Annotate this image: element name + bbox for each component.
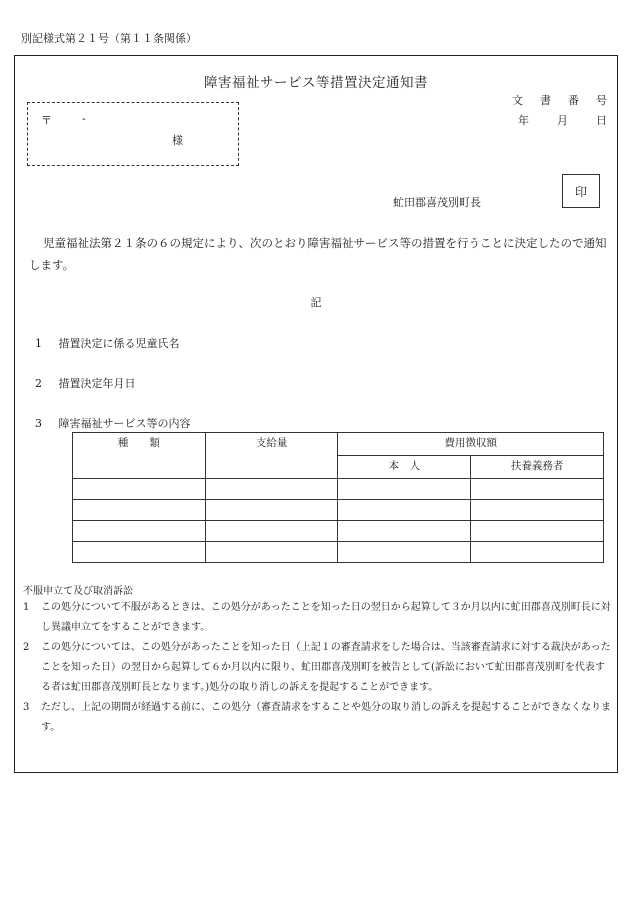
postal-mark: 〒 [41, 114, 52, 127]
notice-body: 児童福祉法第２１条の６の規定により、次のとおり障害福祉サービス等の措置を行うことに決定したので通知します。 [29, 236, 607, 272]
date-month: 月 [557, 114, 568, 127]
doc-number-char: 文 [512, 94, 523, 107]
table-row [73, 479, 604, 500]
note-item [23, 698, 613, 738]
table-cell[interactable] [73, 479, 206, 500]
item-label: 措置決定に係る児童氏名 [58, 337, 180, 350]
table-cell[interactable] [471, 521, 604, 542]
postal-dash: - [82, 112, 86, 125]
doc-number-char: 号 [596, 94, 607, 107]
date-day: 日 [596, 114, 607, 127]
address-box [27, 102, 239, 166]
table-row [73, 521, 604, 542]
note-number: 3 [23, 702, 30, 713]
item-child-name [35, 335, 180, 351]
table-row [73, 500, 604, 521]
table-cell[interactable] [471, 542, 604, 563]
item-number: 2 [35, 377, 42, 390]
item-service-content [35, 415, 191, 431]
note-number: 1 [23, 602, 30, 613]
table-cell[interactable] [73, 521, 206, 542]
document-title: 障害福祉サービス等措置決定通知書 [204, 75, 428, 91]
table-cell[interactable] [205, 500, 338, 521]
header-fee: 費用徴収額 [338, 433, 604, 456]
note-text: この処分については、この処分があったことを知った日（上記１の審査請求をした場合は、当該審査請求に対する裁決があったことを知った日）の翌日から起算して６か月以内に限り、虻田郡喜茂別町を被告として(訴訟において虻田郡喜茂別町を代表する者は虻田郡喜茂別町長となります。)処分の取り消しの訴えを提起することができます。 [41, 642, 611, 693]
seal-box [562, 174, 600, 208]
form-identifier: 別記様式第２１号（第１１条関係） [21, 32, 197, 45]
seal-label: 印 [574, 184, 587, 199]
postal-code [41, 112, 86, 128]
note-item [23, 638, 613, 698]
table-cell[interactable] [205, 542, 338, 563]
notes-list [23, 598, 613, 738]
doc-number-char: 番 [568, 94, 579, 107]
note-text: ただし、上記の期間が経過する前に、この処分（審査請求をすることや処分の取り消しの訴えを提起することができなくなります。 [41, 702, 611, 733]
table-cell[interactable] [205, 479, 338, 500]
ki-heading: 記 [310, 296, 322, 309]
header-guardian: 扶養義務者 [471, 456, 604, 479]
table-cell[interactable] [205, 521, 338, 542]
table-cell[interactable] [471, 479, 604, 500]
table-cell[interactable] [338, 479, 471, 500]
table-cell[interactable] [73, 542, 206, 563]
item-decision-date [35, 375, 136, 391]
service-table [72, 432, 604, 563]
table-row [73, 542, 604, 563]
table-cell[interactable] [338, 521, 471, 542]
issue-date [518, 112, 607, 128]
table-cell[interactable] [338, 542, 471, 563]
item-label: 措置決定年月日 [58, 377, 136, 390]
note-number: 2 [23, 642, 30, 653]
header-amount: 支給量 [205, 433, 338, 479]
header-kind: 種 類 [73, 433, 206, 479]
table-cell[interactable] [73, 500, 206, 521]
item-number: 3 [35, 417, 42, 430]
header-self: 本 人 [338, 456, 471, 479]
recipient-honorific: 様 [172, 134, 183, 147]
issuer-name: 虻田郡喜茂別町長 [393, 196, 481, 209]
item-label: 障害福祉サービス等の内容 [58, 417, 191, 430]
table-cell[interactable] [471, 500, 604, 521]
note-text: この処分について不服があるときは、この処分があったことを知った日の翌日から起算して３か月以内に虻田郡喜茂別町長に対し異議申立てをすることができます。 [41, 602, 611, 633]
note-item [23, 598, 613, 638]
document-number [512, 92, 607, 108]
table-cell[interactable] [338, 500, 471, 521]
date-year: 年 [518, 114, 529, 127]
doc-number-char: 書 [540, 94, 551, 107]
notice-frame [14, 55, 618, 773]
notes-heading: 不服申立て及び取消訴訟 [23, 586, 133, 597]
item-number: 1 [35, 337, 42, 350]
